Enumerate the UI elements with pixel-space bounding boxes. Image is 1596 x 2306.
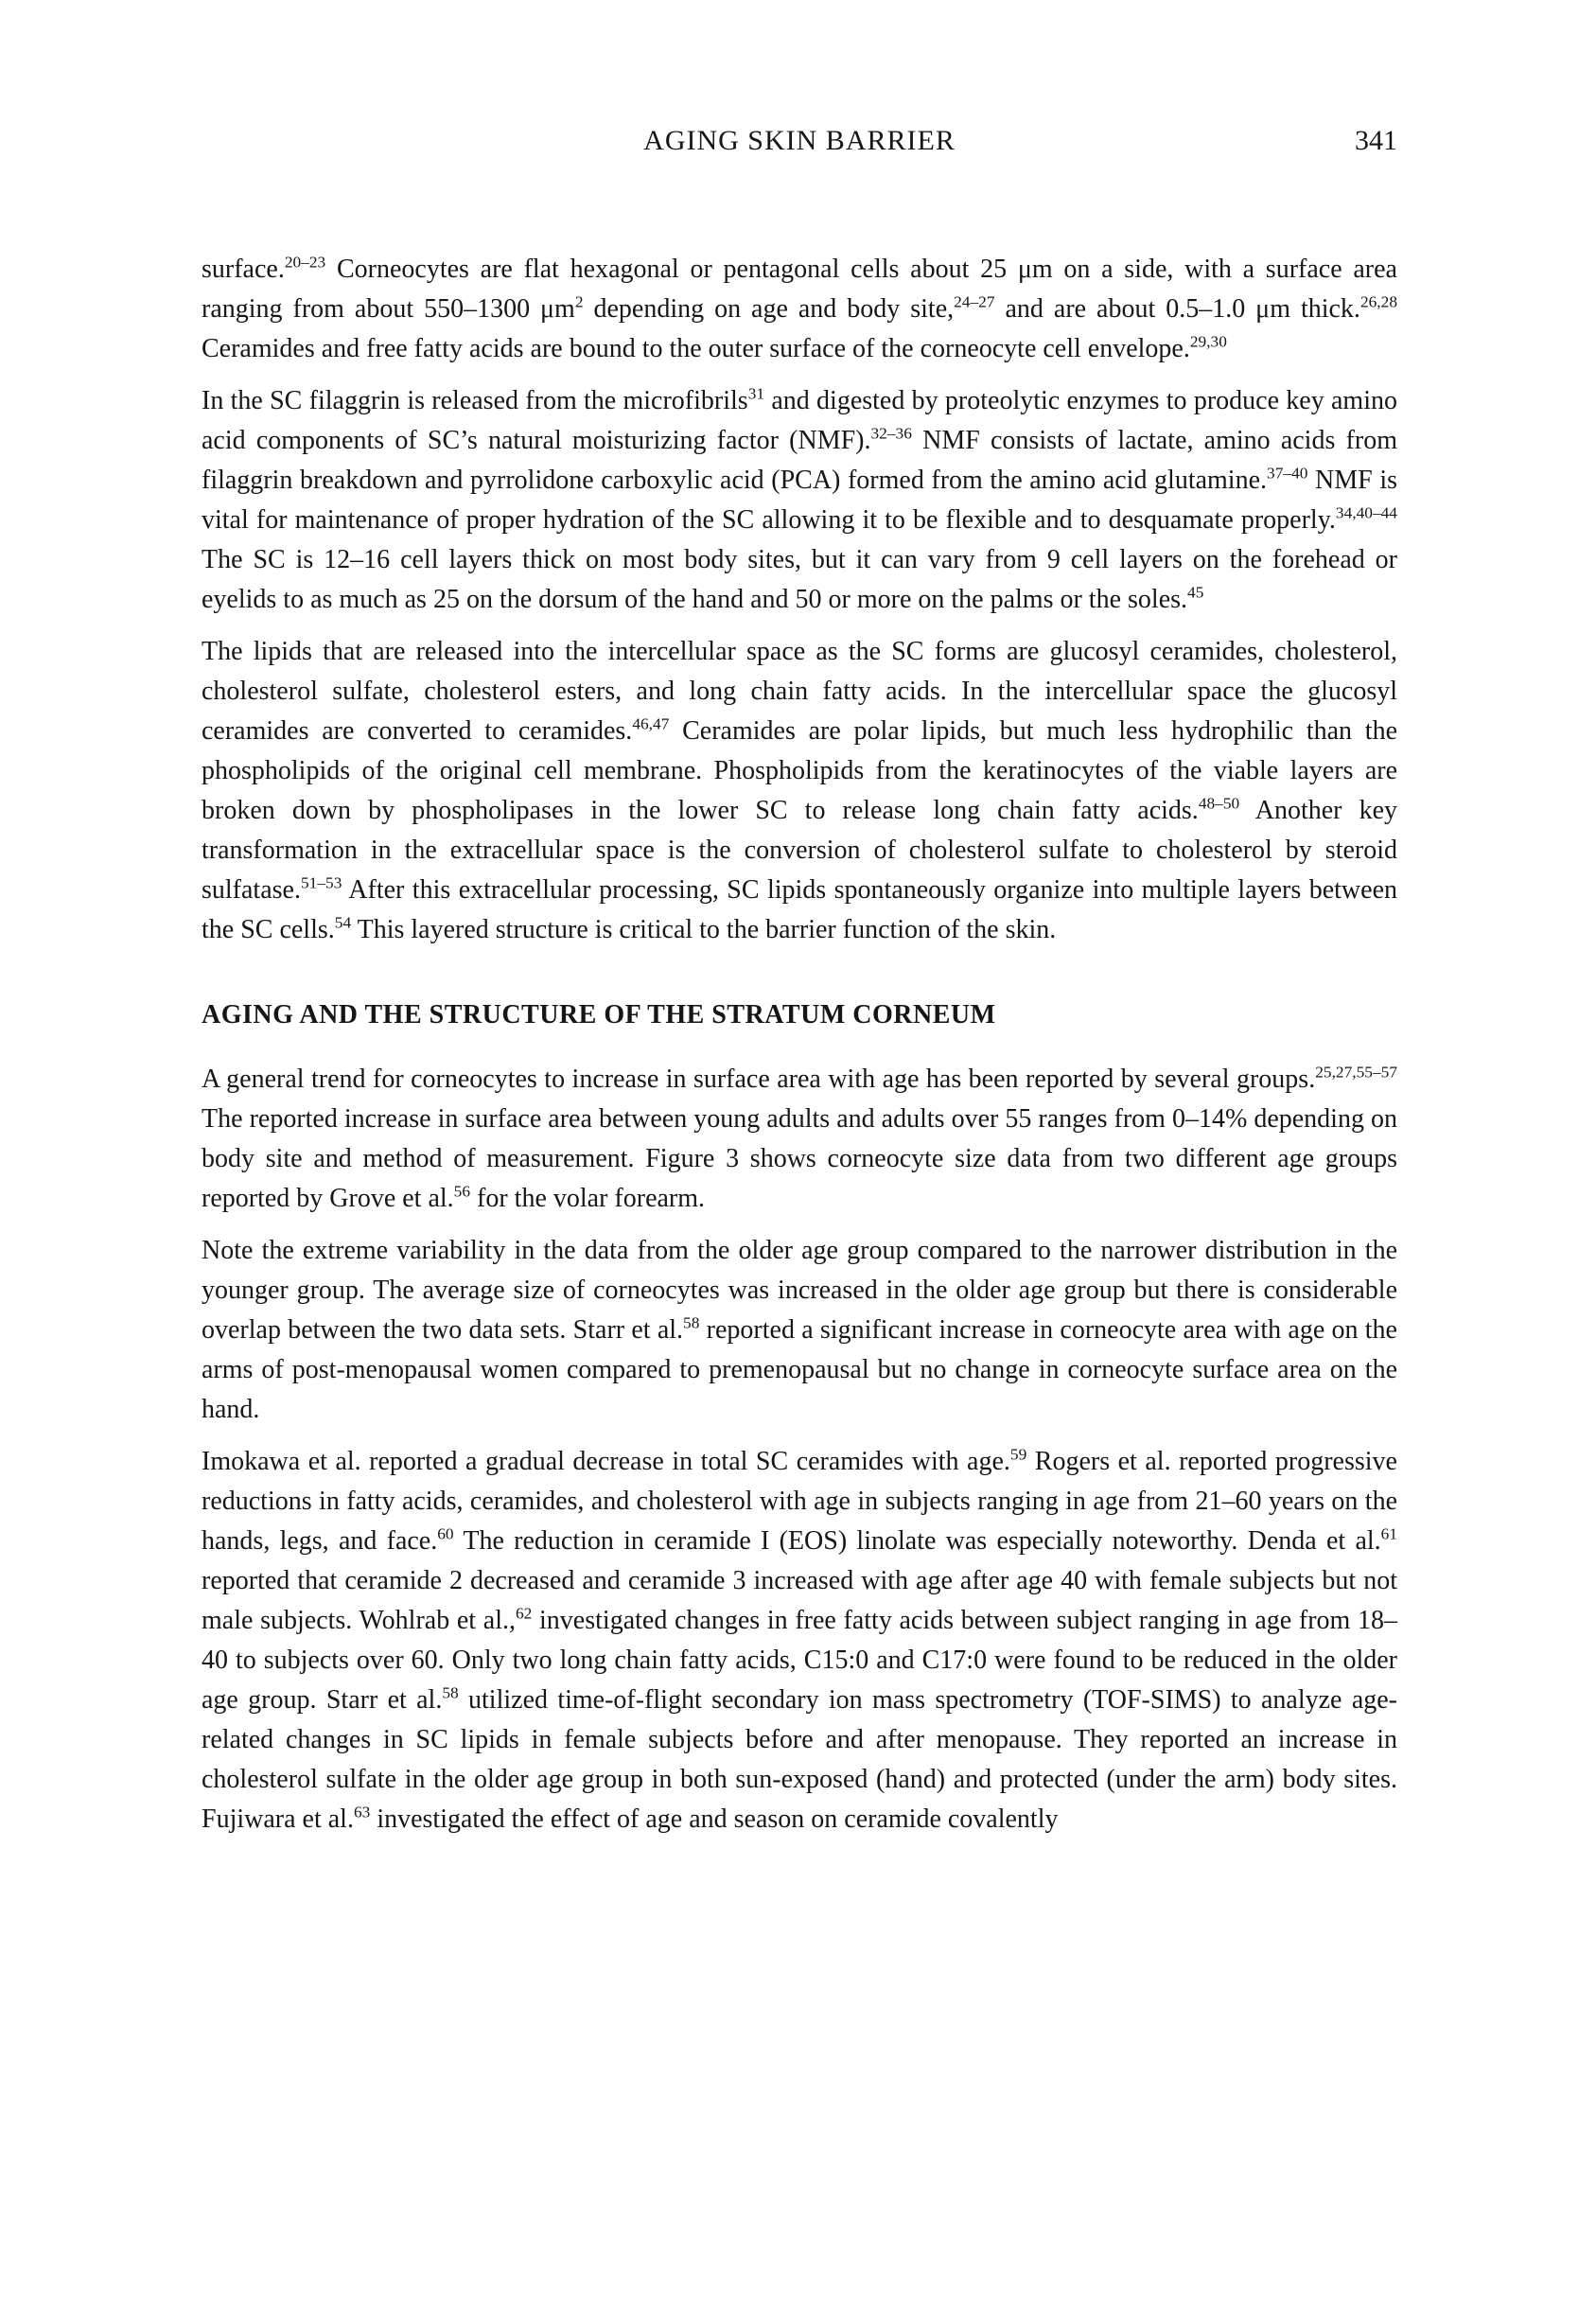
reference-superscript: 2 bbox=[574, 292, 584, 311]
section-heading: AGING AND THE STRUCTURE OF THE STRATUM CORNEUM bbox=[202, 1000, 996, 1030]
paragraph-6: Imokawa et al. reported a gradual decrease in total SC ceramides with age.$^{59}$ Rogers et al. reported progressive reductions in fatty acids, ceramides, and cholesterol with age in subjects ranging in age from 21–60 years on the hands, legs, and face.$^{60}$ The reduction in ceramide I (EOS) linolate was especially noteworthy. Denda et al.$^{61}$ reported that ceramide 2 decreased and ceramide 3 increased with age after age 40 with female subjects but not male subjects. Wohlrab et al.,$^{62}$ investigated changes in free fatty acids between subject ranging in age from 18–40 to subjects over 60. Only two long chain fatty acids, C15:0 and C17:0 were found to be reduced in the older age group. Starr et al.$^{58}$ utilized time-of-flight secondary ion mass spectrometry (TOF-SIMS) to analyze age-related changes in SC lipids in female subjects before and after menopause. They reported an increase in cholesterol sulfate in the older age group in both sun-exposed (hand) and protected (under the arm) body sites. Fujiwara et al.$^{63}$ investigated the effect of age and season on ceramide covalently bbox=[202, 1445, 1398, 1834]
paragraph-5: Note the extreme variability in the data from the older age group compared to the narrower distribution in the younger group. The average size of corneocytes was increased in the older age group but there is considerable overlap between the two data sets. Starr et al.$^{58}$ reported a significant increase in corneocyte area with age on the arms of post-menopausal women compared to premenopausal but no change in corneocyte surface area on the hand. bbox=[202, 1236, 1397, 1424]
reference-superscript: 25,27,55–57 bbox=[1315, 1063, 1397, 1082]
paragraph-4: A general trend for corneocytes to increase in surface area with age has been reported by several groups.$^{25,27,55-57}$ The reported increase in surface area between young adults and adults over 55 ranges from 0–14% depending on body site and method of measurement. Figure 3 shows corneocyte size data from two different age groups reported by Grove et al.$^{56}$ for the volar forearm. bbox=[202, 1063, 1397, 1213]
reference-superscript: 62 bbox=[515, 1604, 533, 1623]
reference-superscript: 31 bbox=[747, 384, 765, 403]
page-body bbox=[202, 250, 1397, 1840]
reference-superscript: 37–40 bbox=[1267, 464, 1308, 483]
page-header-title: AGING SKIN BARRIER bbox=[643, 125, 956, 156]
reference-superscript: 20–23 bbox=[284, 253, 326, 272]
reference-superscript: 61 bbox=[1380, 1524, 1398, 1543]
paragraph-3: The lipids that are released into the intercellular space as the SC forms are glucosyl ceramides, cholesterol, cholesterol sulfate, cholesterol esters, and long chain fatty acids. In the intercellular space the glucosyl ceramides are converted to ceramides.$^{46,47}$ Ceramides are polar lipids, but much less hydrophilic than the phospholipids of the original cell membrane. Phospholipids from the keratinocytes of the viable layers are broken down by phospholipases in the lower SC to release long chain fatty acids.$^{48-50}$ Another key transformation in the extracellular space is the conversion of cholesterol sulfate to cholesterol by steroid sulfatase.$^{51-53}$ After this extracellular processing, SC lipids spontaneously organize into multiple layers between the SC cells.$^{54}$ This layered structure is critical to the barrier function of the skin. bbox=[202, 637, 1398, 944]
reference-superscript: 48–50 bbox=[1198, 794, 1240, 813]
reference-superscript: 59 bbox=[1009, 1445, 1027, 1464]
reference-superscript: 58 bbox=[683, 1313, 700, 1332]
reference-superscript: 45 bbox=[1187, 583, 1204, 602]
reference-superscript: 34,40–44 bbox=[1335, 503, 1397, 522]
reference-superscript: 56 bbox=[453, 1182, 471, 1201]
reference-superscript: 58 bbox=[442, 1683, 459, 1702]
page-number: 341 bbox=[1355, 125, 1397, 156]
reference-superscript: 54 bbox=[334, 913, 352, 932]
reference-superscript: 32–36 bbox=[870, 424, 912, 443]
running-head bbox=[202, 121, 1397, 161]
reference-superscript: 26,28 bbox=[1359, 292, 1397, 311]
reference-superscript: 63 bbox=[353, 1803, 371, 1822]
reference-superscript: 51–53 bbox=[300, 873, 342, 892]
paragraph-1: surface.$^{20-23}$ Corneocytes are flat hexagonal or pentagonal cells about 25 μm on a side, with a surface area ranging from about 550–1300 $\mu m^2$ depending on age and body site,$^{24-27}$ and are about 0.5–1.0 μm thick.$^{26,28}$ Ceramides and free fatty acids are bound to the outer surface of the corneocyte cell envelope.$^{29,30}$ bbox=[202, 253, 1397, 363]
reference-superscript: 60 bbox=[437, 1524, 454, 1543]
reference-superscript: 29,30 bbox=[1189, 332, 1227, 351]
reference-superscript: 24–27 bbox=[954, 292, 995, 311]
reference-superscript: 46,47 bbox=[632, 714, 670, 733]
paragraph-2: In the SC filaggrin is released from the microfibrils$^{31}$ and digested by proteolytic enzymes to produce key amino acid components of SC’s natural moisturizing factor (NMF).$^{32-36}$ NMF consists of lactate, amino acids from filaggrin breakdown and pyrrolidone carboxylic acid (PCA) formed from the amino acid glutamine.$^{37-40}$ NMF is vital for maintenance of proper hydration of the SC allowing it to be flexible and to desquamate properly.$^{34,40-44}$ The SC is 12–16 cell layers thick on most body sites, but it can vary from 9 cell layers on the forehead or eyelids to as much as 25 on the dorsum of the hand and 50 or more on the palms or the soles.$^{45}$ bbox=[202, 384, 1397, 614]
